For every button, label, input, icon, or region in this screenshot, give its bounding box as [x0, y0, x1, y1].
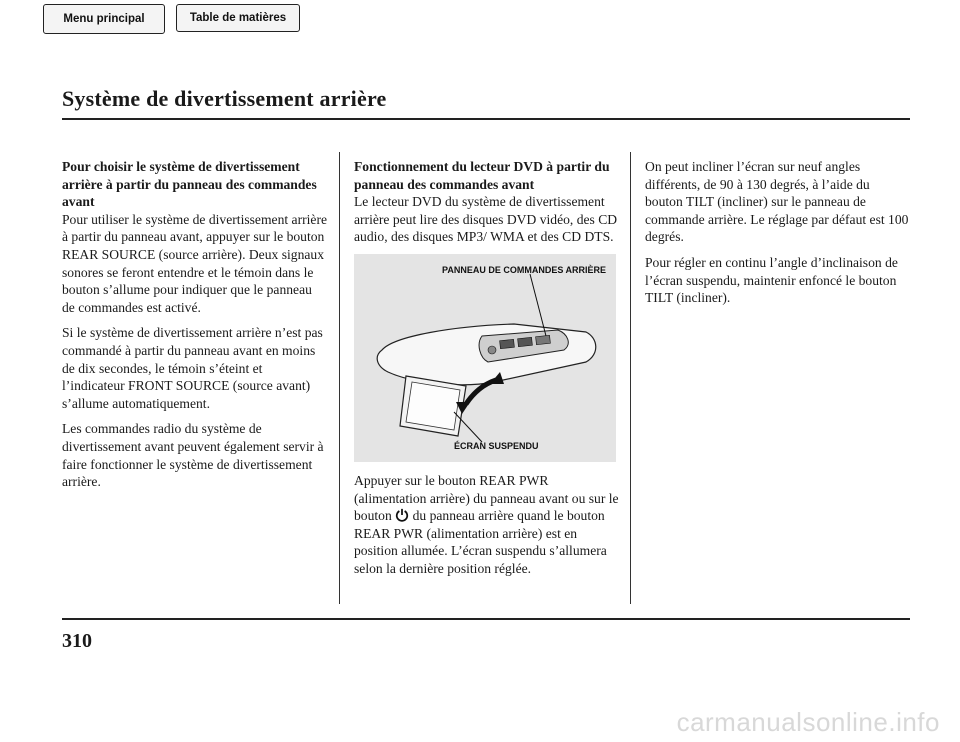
paragraph: Si le système de divertissement arrière n’est pas commandé à partir du panneau avant en moins de dix secondes, le témoin s’éteint et l’indicateur FRONT SOURCE (source avant) s’allume automatiquement.: [62, 325, 323, 411]
figure-label-screen: ÉCRAN SUSPENDU: [454, 441, 539, 452]
section-heading-dvd: Fonctionnement du lecteur DVD à partir du panneau des commandes avant: [354, 159, 610, 192]
column-1: [62, 158, 328, 499]
main-menu-button[interactable]: Menu principal: [43, 4, 165, 34]
paragraph-power: [354, 472, 622, 578]
paragraph: Pour régler en continu l’angle d’inclinaison de l’écran suspendu, maintenir enfoncé le bouton TILT (incliner).: [645, 254, 898, 306]
paragraph: Le lecteur DVD du système de divertissement arrière peut lire des disques DVD vidéo, des CD audio, des disques MP3/ WMA et des CD DTS.: [354, 194, 618, 245]
overhead-screen-illustration: [354, 254, 616, 462]
page-title: Système de divertissement arrière: [62, 86, 387, 111]
column-divider-2: [630, 152, 631, 604]
watermark: carmanualsonline.info: [676, 707, 940, 737]
paragraph-text: Appuyer sur le bouton REAR PWR (alimentation arrière) du panneau avant ou sur le bouton: [354, 472, 619, 524]
footer-divider: [62, 618, 910, 620]
overhead-screen-drawing: [354, 254, 616, 462]
column-3: [645, 158, 910, 315]
paragraph-text: du panneau arrière quand le bouton REAR PWR (alimentation arrière) est en position allumée. L’écran suspendu s’allumera selon la dernière position réglée.: [354, 508, 607, 576]
title-divider: [62, 118, 910, 120]
power-icon: [395, 508, 409, 522]
paragraph: On peut incliner l’écran sur neuf angles différents, de 90 à 130 degrés, à l’aide du bouton TILT (incliner) sur le panneau de commande arrière. Le réglage par défaut est 100 degrés.: [645, 159, 909, 245]
column-2: [354, 158, 622, 586]
paragraph: Les commandes radio du système de divertissement avant peuvent également servir à faire fonctionner le système de divertissement arrière.: [62, 421, 324, 490]
section-heading-rear-source: Pour choisir le système de divertissement arrière à partir du panneau des commandes avant: [62, 159, 317, 210]
column-divider-1: [339, 152, 340, 604]
figure-label-rear-panel: PANNEAU DE COMMANDES ARRIÈRE: [441, 264, 606, 275]
page-number: 310: [62, 630, 92, 652]
paragraph: Pour utiliser le système de divertissement arrière à partir du panneau avant, appuyer sur le bouton REAR SOURCE (source arrière). Deux signaux sonores se feront entendre et le témoin dans le bouton s’allume pour indiquer que le panneau de commandes est activé.: [62, 211, 327, 315]
table-of-contents-button[interactable]: Table de matières: [176, 4, 300, 32]
